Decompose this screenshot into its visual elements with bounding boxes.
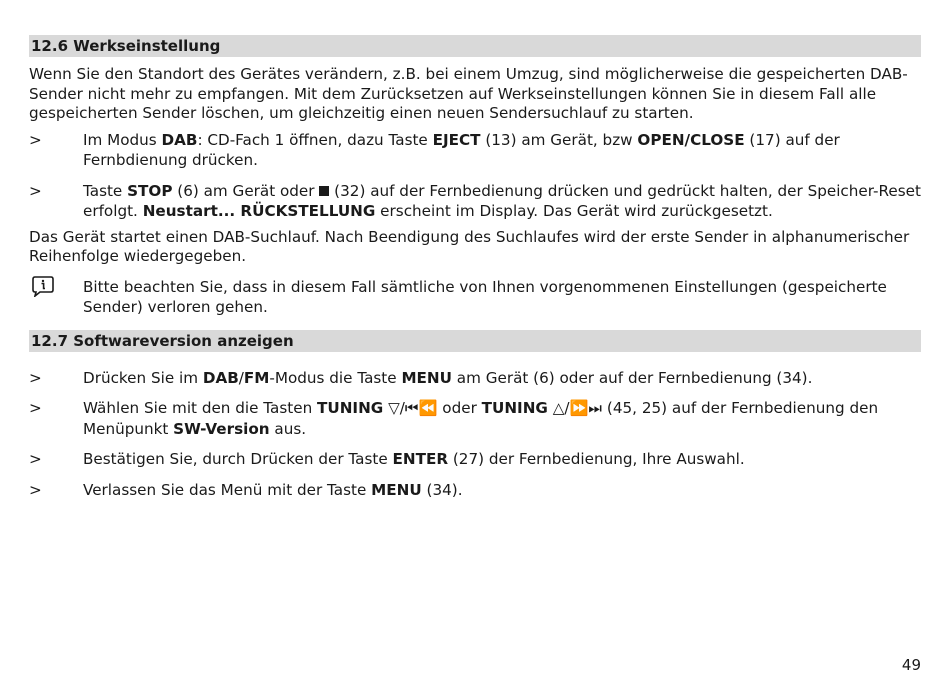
step-text: (32) auf der Fernbedienung drücken und gedrückt halten, der Speicher-Reset erfolgt.	[83, 181, 921, 220]
key-label: ENTER	[392, 450, 449, 468]
step-text: am Gerät (6) oder auf der Fernbedienung (34).	[451, 368, 813, 387]
info-i-icon	[31, 275, 55, 297]
step-marker: >	[29, 480, 42, 499]
step-text: -Modus die Taste	[269, 368, 402, 387]
step-text: Im Modus	[83, 130, 162, 149]
step-marker: >	[29, 181, 42, 200]
step-text: (17) auf der Fernbdienung drücken.	[83, 130, 840, 169]
key-label: STOP	[127, 181, 173, 200]
step-text: /	[238, 368, 244, 387]
key-label: TUNING	[317, 399, 384, 417]
step-item	[29, 480, 921, 501]
step-text: (27) der Fernbedienung, Ihre Auswahl.	[448, 450, 745, 468]
key-label: MENU	[401, 368, 452, 387]
tuning-up-symbols: △/⏩⏭	[547, 399, 607, 417]
step-text: (13) am Gerät, bzw	[480, 130, 638, 149]
key-label: SW-Version	[173, 419, 270, 438]
step-text: oder	[442, 399, 482, 417]
page-number: 49	[901, 656, 921, 674]
step-marker: >	[29, 450, 42, 468]
step-text: Verlassen Sie das Menü mit der Taste	[83, 480, 372, 499]
step-item	[29, 368, 921, 389]
after-paragraph: Das Gerät startet einen DAB-Suchlauf. Nach Beendigung des Suchlaufes wird der erste Sender in alphanumerischer Reihenfolge wiedergegeben.	[29, 227, 910, 265]
note-block	[29, 277, 921, 318]
step-text: : CD-Fach 1 öffnen, dazu Taste	[197, 130, 433, 149]
stop-square-icon	[319, 186, 329, 196]
key-label: DAB	[202, 368, 239, 387]
step-item	[29, 181, 921, 222]
tuning-down-symbols: ▽/⏮⏪	[383, 399, 443, 417]
step-text: (34).	[421, 480, 463, 499]
key-label: FM	[243, 368, 270, 387]
key-label: MENU	[371, 480, 422, 499]
step-text: Taste	[83, 181, 128, 200]
key-label: TUNING	[481, 399, 548, 417]
section-heading-werkseinstellung: 12.6 Werkseinstellung	[29, 35, 921, 57]
manual-page	[29, 35, 921, 510]
note-text: Bitte beachten Sie, dass in diesem Fall sämtliche von Ihnen vorgenommenen Einstellungen (gespeicherte Sender) verloren gehen.	[83, 277, 887, 316]
key-label: DAB	[161, 130, 198, 149]
section-heading-softwareversion: 12.7 Softwareversion anzeigen	[29, 330, 921, 352]
intro-paragraph: Wenn Sie den Standort des Gerätes verändern, z.B. bei einem Umzug, sind möglicherweise die gespeicherten DAB-Sender nicht mehr zu empfangen. Mit dem Zurücksetzen auf Werkseinstellungen können Sie in diesem Fall alle gespeicherten Sender löschen, um gleichzeitig einen neuen Sendersuchlauf zu starten.	[29, 65, 908, 122]
step-item	[29, 130, 921, 171]
step-marker: >	[29, 368, 42, 387]
step-text: Drücken Sie im	[83, 368, 203, 387]
step-text: Wählen Sie mit den die Tasten	[83, 399, 318, 417]
key-label: Neustart... RÜCKSTELLUNG	[142, 202, 376, 220]
step-marker: >	[29, 130, 42, 149]
step-text: erscheint im Display. Das Gerät wird zurückgesetzt.	[375, 202, 773, 220]
key-label: EJECT	[432, 130, 481, 149]
step-text: Bestätigen Sie, durch Drücken der Taste	[83, 450, 393, 468]
step-text: aus.	[269, 419, 307, 438]
step-marker: >	[29, 399, 42, 417]
step-item	[29, 449, 921, 470]
step-text: (6) am Gerät oder	[172, 181, 320, 200]
key-label: OPEN/CLOSE	[637, 130, 745, 149]
step-item	[29, 398, 921, 439]
step-text: (45, 25) auf der Fernbedienung den Menüpunkt	[83, 399, 879, 438]
